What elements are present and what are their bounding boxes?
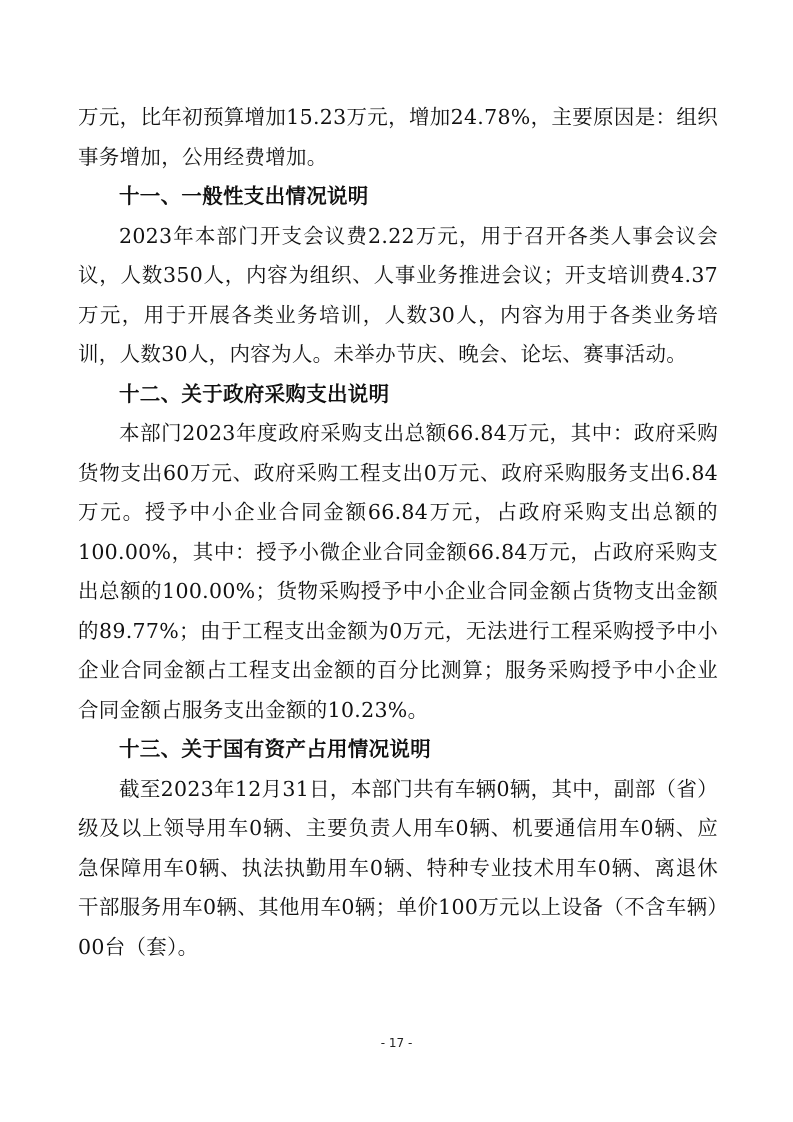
section-heading-12: 十二、关于政府采购支出说明: [119, 381, 390, 406]
intro-paragraph: 万元，比年初预算增加15.23万元，增加24.78%，主要原因是：组织事务增加，公用经费增加。: [78, 105, 718, 169]
section-heading-11: 十一、一般性支出情况说明: [119, 184, 369, 208]
page-number: - 17 -: [380, 1036, 413, 1050]
section-13-paragraph: 截至2023年12月31日，本部门共有车辆0辆，其中，副部（省）级及以上领导用车0辆、主要负责人用车0辆、机要通信用车0辆、应急保障用车0辆、执法执勤用车0辆、特种专业技术用车0辆、离退休干部服务用车0辆、其他用车0辆；单价100万元以上设备（不含车辆）00台（套）。: [78, 776, 718, 959]
document-body: [78, 98, 718, 967]
section-12-paragraph: 本部门2023年度政府采购支出总额66.84万元，其中：政府采购货物支出60万元、政府采购工程支出0万元、政府采购服务支出6.84万元。授予中小企业合同金额66.84万元，占政府采购支出总额的100.00%，其中：授予小微企业合同金额66.84万元，占政府采购支出总额的100.00%；货物采购授予中小企业合同金额占货物支出金额的89.77%；由于工程支出金额为0万元，无法进行工程采购授予中小企业合同金额占工程支出金额的百分比测算；服务采购授予中小企业合同金额占服务支出金额的10.23%。: [78, 421, 718, 722]
section-11-paragraph: 2023年本部门开支会议费2.22万元，用于召开各类人事会议会议，人数350人，内容为组织、人事业务推进会议；开支培训费4.37万元，用于开展各类业务培训，人数30人，内容为用于各类业务培训，人数30人，内容为人。未举办节庆、晚会、论坛、赛事活动。: [78, 223, 718, 366]
section-heading-13: 十三、关于国有资产占用情况说明: [119, 737, 431, 761]
